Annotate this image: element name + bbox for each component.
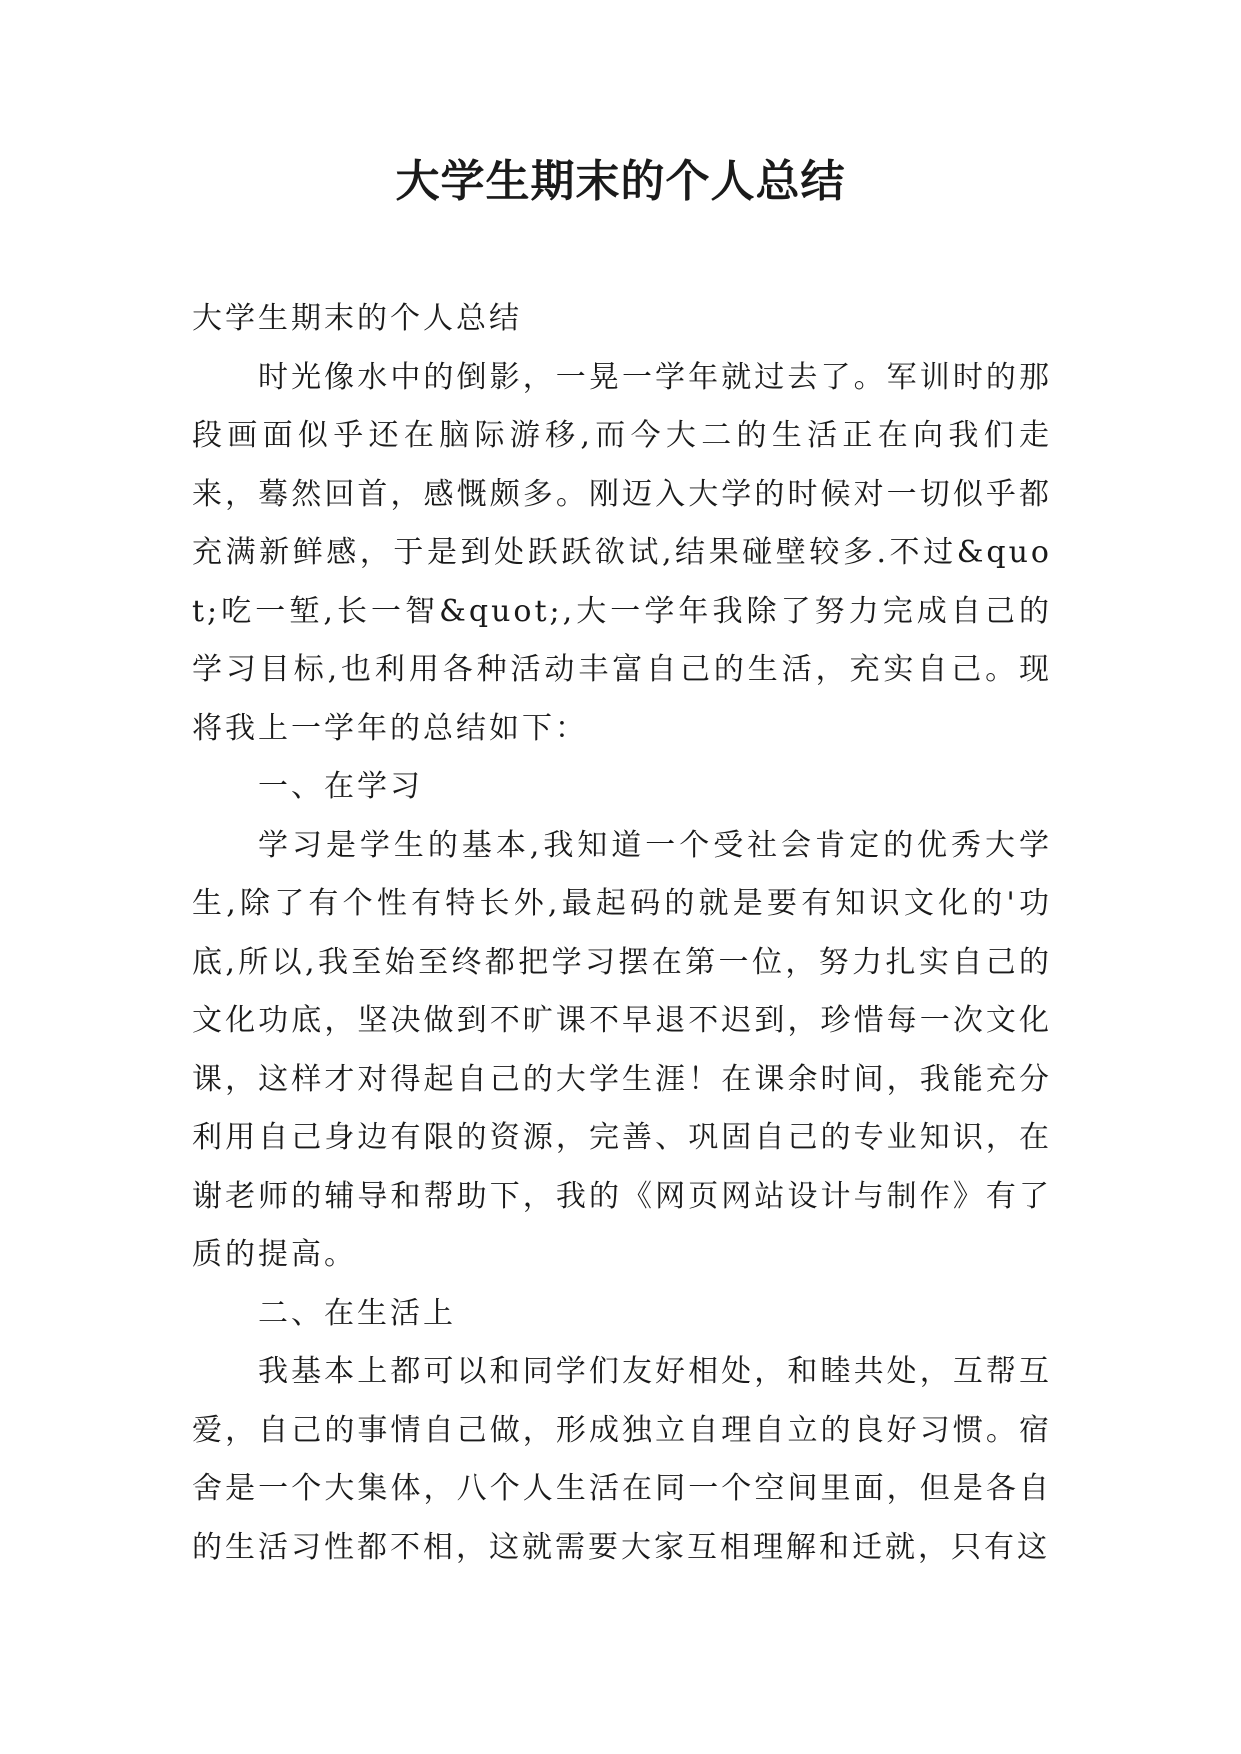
section-heading-life: 二、在生活上 bbox=[258, 1295, 456, 1331]
paragraph-life: 我基本上都可以和同学们友好相处，和睦共处，互帮互爱，自己的事情自己做，形成独立自理自立的良好习惯。宿舍是一个大集体，八个人生活在同一个空间里面，但是各自的生活习性都不相，这就需要大家互相理解和迁就，只有这 bbox=[192, 1354, 1052, 1565]
section-heading-study: 一、在学习 bbox=[258, 769, 423, 804]
paragraph-heading: 大学生期末的个人总结 bbox=[192, 301, 522, 336]
paragraph-study: 学习是学生的基本,我知道一个受社会肯定的优秀大学生,除了有个性有特长外,最起码的就是要有知识文化的'功底,所以,我至始至终都把学习摆在第一位，努力扎实自己的文化功底，坚决做到不旷课不早退不迟到，珍惜每一次文化课，这样才对得起自己的大学生涯！在课余时间，我能充分利用自己身边有限的资源，完善、巩固自己的专业知识，在谢老师的辅导和帮助下，我的《网页网站设计与制作》有了质的提高。 bbox=[192, 827, 1052, 1272]
document-title: 大学生期末的个人总结 bbox=[395, 156, 846, 207]
document-body bbox=[192, 290, 1052, 1577]
paragraph-intro: 时光像水中的倒影，一晃一学年就过去了。军训时的那段画面似乎还在脑际游移,而今大二的生活正在向我们走来，蓦然回首，感慨颇多。刚迈入大学的时候对一切似乎都充满新鲜感，于是到处跃跃欲试,结果碰壁较多.不过&quot;吃一堑,长一智&quot;,大一学年我除了努力完成自己的学习目标,也利用各种活动丰富自己的生活，充实自己。现将我上一学年的总结如下： bbox=[192, 359, 1052, 746]
